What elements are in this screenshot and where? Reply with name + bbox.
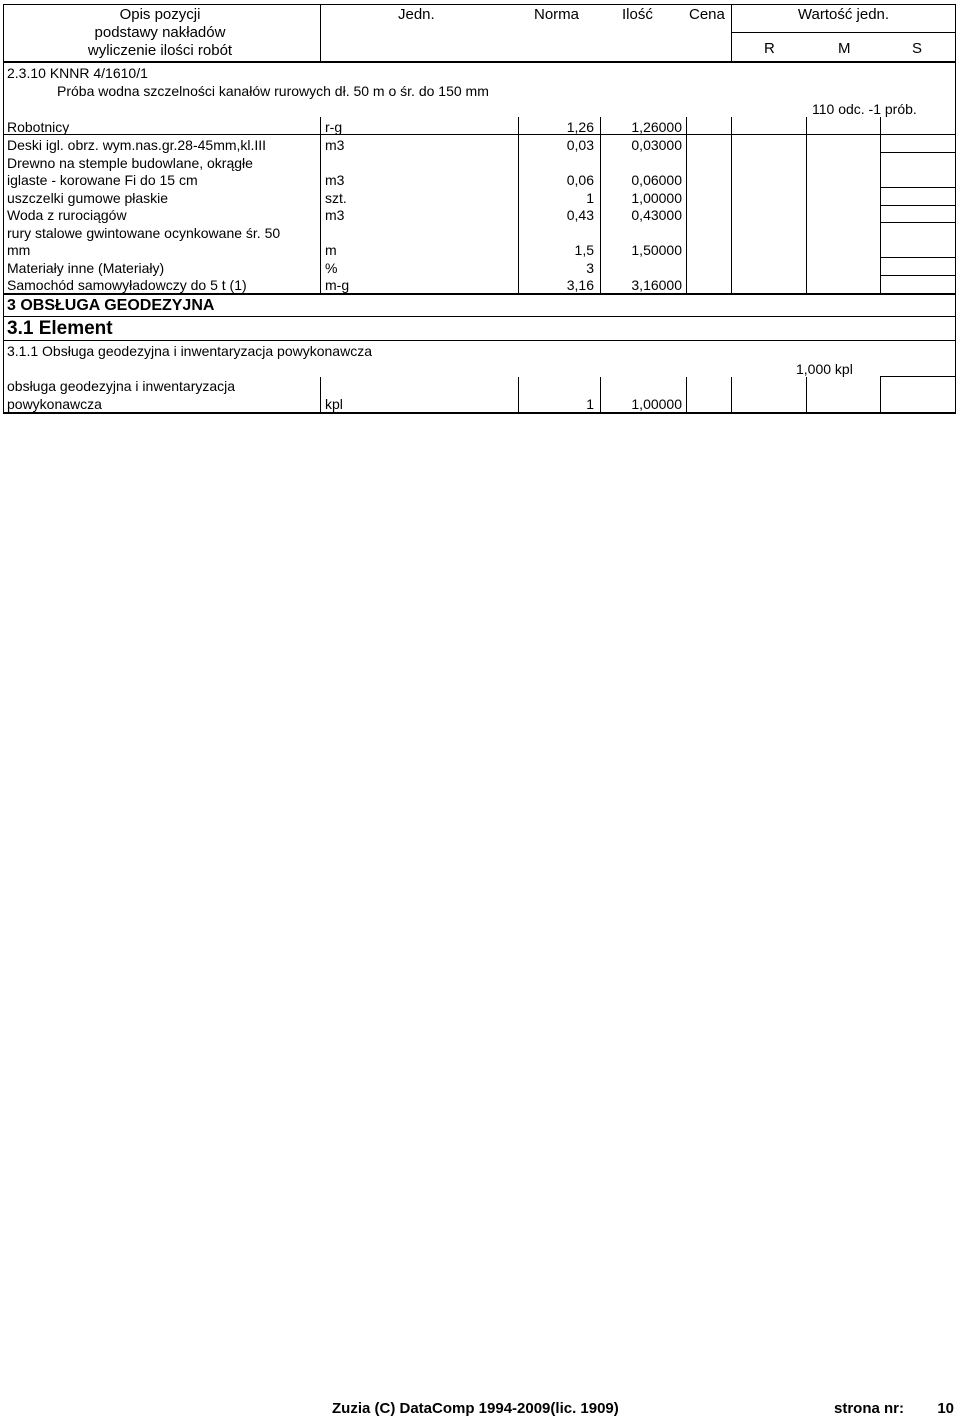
position-measure: 110 odc. -1 prób.: [812, 101, 917, 117]
resource-qty: 0,06000: [631, 172, 682, 188]
resource-name-cont: mm: [7, 242, 31, 258]
grid-price-sep: [731, 117, 732, 295]
resource-name: Samochód samowyładowczy do 5 t (1): [7, 277, 247, 293]
row-line-right: [880, 187, 955, 188]
header-sep-desc: [320, 4, 321, 61]
resource-norm: 0,03: [566, 137, 594, 153]
header-r: R: [764, 40, 775, 57]
resource-unit: %: [325, 260, 338, 276]
row-line-right: [880, 134, 955, 135]
resource-qty: 1,00000: [631, 190, 682, 206]
table-border-left: [3, 4, 4, 414]
table-border-right: [955, 4, 956, 414]
grid-qtyend-sep: [686, 117, 687, 295]
resource-qty: 1,00000: [631, 396, 682, 412]
resource-qty: 0,43000: [631, 207, 682, 223]
resource-qty: 1,26000: [631, 119, 682, 135]
grid-qtyend-sep: [686, 377, 687, 413]
position-code: 2.3.10 KNNR 4/1610/1: [7, 65, 148, 81]
position-title: Próba wodna szczelności kanałów rurowych dł. 50 m o śr. do 150 mm: [57, 83, 489, 99]
grid-m-sep: [880, 117, 881, 295]
resource-name: Deski igl. obrz. wym.nas.gr.28-45mm,kl.III: [7, 137, 267, 153]
position-title: 3.1.1 Obsługa geodezyjna i inwentaryzacja powykonawcza: [7, 343, 372, 359]
grid-unit-sep: [320, 377, 321, 413]
section-line-top: [3, 293, 956, 295]
grid-unit-sep: [320, 117, 321, 295]
resource-unit: m3: [325, 172, 345, 188]
resource-qty: 0,03000: [631, 137, 682, 153]
resource-name: Drewno na stemple budowlane, okrągłe: [7, 155, 253, 171]
resource-name-cont: powykonawcza: [7, 396, 102, 412]
resource-unit: kpl: [325, 396, 343, 412]
section-line-mid: [3, 316, 956, 317]
row-line-right: [880, 222, 955, 223]
row-line-right: [880, 275, 955, 276]
resource-name-cont: iglaste - korowane Fi do 15 cm: [7, 172, 198, 188]
header-desc-line2: podstawy nakładów: [94, 24, 226, 41]
footer-page-number: 10: [937, 1400, 954, 1417]
header-desc-line1: Opis pozycji: [119, 6, 201, 23]
header-value-underline: [732, 32, 955, 33]
header-s: S: [912, 40, 923, 57]
resource-unit: szt.: [325, 190, 347, 206]
resource-norm: 1: [586, 190, 594, 206]
grid-m-sep: [880, 377, 881, 413]
grid-qty-sep: [600, 377, 601, 413]
header-qty: Ilość: [622, 6, 653, 23]
header-unit: Jedn.: [398, 6, 435, 23]
row-line-right: [880, 205, 955, 206]
row-line-right: [880, 257, 955, 258]
resource-name: rury stalowe gwintowane ocynkowane śr. 50: [7, 225, 281, 241]
resource-unit: m: [325, 242, 337, 258]
grid-r-sep: [806, 117, 807, 295]
grid-qty-sep: [600, 117, 601, 295]
resource-name: Materiały inne (Materiały): [7, 260, 165, 276]
resource-unit: m3: [325, 137, 345, 153]
resource-unit: m3: [325, 207, 345, 223]
resource-name: Woda z rurociągów: [7, 207, 127, 223]
resource-norm: 1: [586, 396, 594, 412]
grid-norm-sep: [518, 117, 519, 295]
position-measure: 1,000 kpl: [796, 361, 853, 377]
header-desc-line3: wyliczenie ilości robót: [87, 42, 233, 59]
grid-price-sep: [731, 377, 732, 413]
table-border-top: [3, 4, 956, 5]
header-value: Wartość jedn.: [797, 6, 890, 23]
header-norm: Norma: [534, 6, 580, 23]
resource-unit: r-g: [325, 119, 343, 135]
row-line-right: [880, 376, 955, 377]
row-underline-1: [3, 134, 956, 135]
resource-norm: 3,16: [566, 277, 594, 293]
element-title: 3.1 Element: [7, 318, 113, 339]
resource-norm: 3: [586, 260, 594, 276]
resource-unit: m-g: [325, 277, 350, 293]
resource-norm: 1,26: [566, 119, 594, 135]
resource-norm: 1,5: [574, 242, 594, 258]
table-border-bottom: [3, 412, 956, 414]
resource-qty: 3,16000: [631, 277, 682, 293]
section-line-bottom: [3, 340, 956, 341]
resource-name: uszczelki gumowe płaskie: [7, 190, 169, 206]
header-price: Cena: [689, 6, 725, 23]
section-title: 3 OBSŁUGA GEODEZYJNA: [7, 297, 215, 314]
resource-name: Robotnicy: [7, 119, 70, 135]
grid-norm-sep: [518, 377, 519, 413]
header-m: M: [838, 40, 851, 57]
row-line-right: [880, 152, 955, 153]
header-bottom-line: [3, 61, 956, 63]
resource-name: obsługa geodezyjna i inwentaryzacja: [7, 378, 236, 394]
footer-software: Zuzia (C) DataComp 1994-2009(lic. 1909): [332, 1400, 619, 1417]
resource-qty: 1,50000: [631, 242, 682, 258]
footer-page-label: strona nr:: [834, 1400, 905, 1417]
resource-norm: 0,43: [566, 207, 594, 223]
resource-norm: 0,06: [566, 172, 594, 188]
grid-r-sep: [806, 377, 807, 413]
